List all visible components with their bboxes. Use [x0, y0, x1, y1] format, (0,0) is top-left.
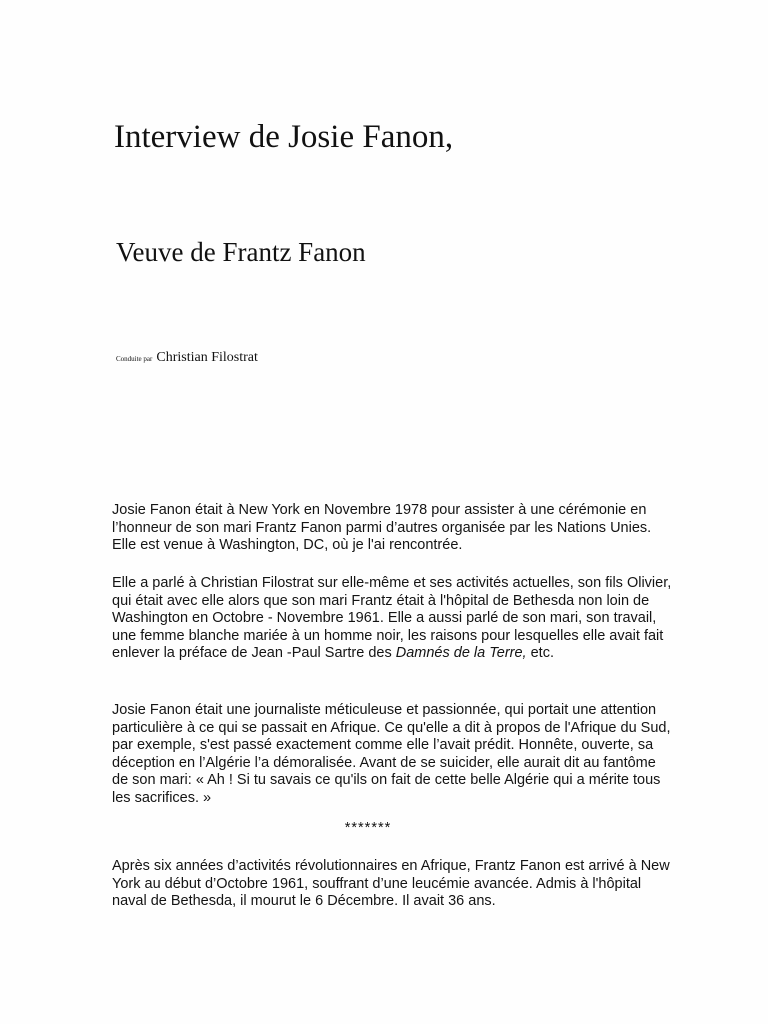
paragraph-biography: Après six années d’activités révolutionnaires en Afrique, Frantz Fanon est arrivé à New York au début d’Octobre 1961, souffrant d’une leucémie avancée. Admis à l'hôpital naval de Bethesda, il mourut le 6 Décembre. Il avait 36 ans.	[112, 858, 670, 910]
paragraph-topics-end: etc.	[526, 645, 554, 662]
byline-author: Christian Filostrat	[156, 350, 258, 365]
document-subtitle: Veuve de Frantz Fanon	[116, 237, 366, 267]
section-separator: *******	[344, 820, 392, 836]
paragraph-portrait: Josie Fanon était une journaliste méticuleuse et passionnée, qui portait une attention particulière à ce qui se passait en Afrique. Ce qu'elle a dit à propos de l'Afrique du Sud, par exemple, s'est passé exactement comme elle l’avait prédit. Honnête, ouverte, sa déception en l’Algérie l’a démoralisée. Avant de se suicider, elle aurait dit au fantôme de son mari: « Ah ! Si tu savais ce qu'ils on fait de cette belle Algérie qui a mérite tous les sacrifices. »	[112, 702, 671, 806]
byline	[116, 348, 258, 366]
paragraph-topics	[112, 575, 672, 663]
paragraph-intro: Josie Fanon était à New York en Novembre 1978 pour assister à une cérémonie en l’honneur de son mari Frantz Fanon parmi d’autres organisée par les Nations Unies. Elle est venue à Washington, DC, où je l'ai rencontrée.	[112, 502, 652, 554]
document-title: Interview de Josie Fanon,	[114, 119, 454, 155]
paragraph-topics-text: Elle a parlé à Christian Filostrat sur elle-même et ses activités actuelles, son fils Olivier, qui était avec elle alors que son mari Frantz était à l'hôpital de Bethesda non loin de Washington en Octobre - Novembre 1961. Elle a aussi parlé de son mari, son travail, une femme blanche mariée à un homme noir, les raisons pour lesquelles elle avait fait enlever la préface de Jean -Paul Sartre des	[112, 575, 672, 662]
book-title-italic: Damnés de la Terre,	[395, 645, 527, 662]
byline-prefix: Conduite par	[116, 355, 153, 363]
